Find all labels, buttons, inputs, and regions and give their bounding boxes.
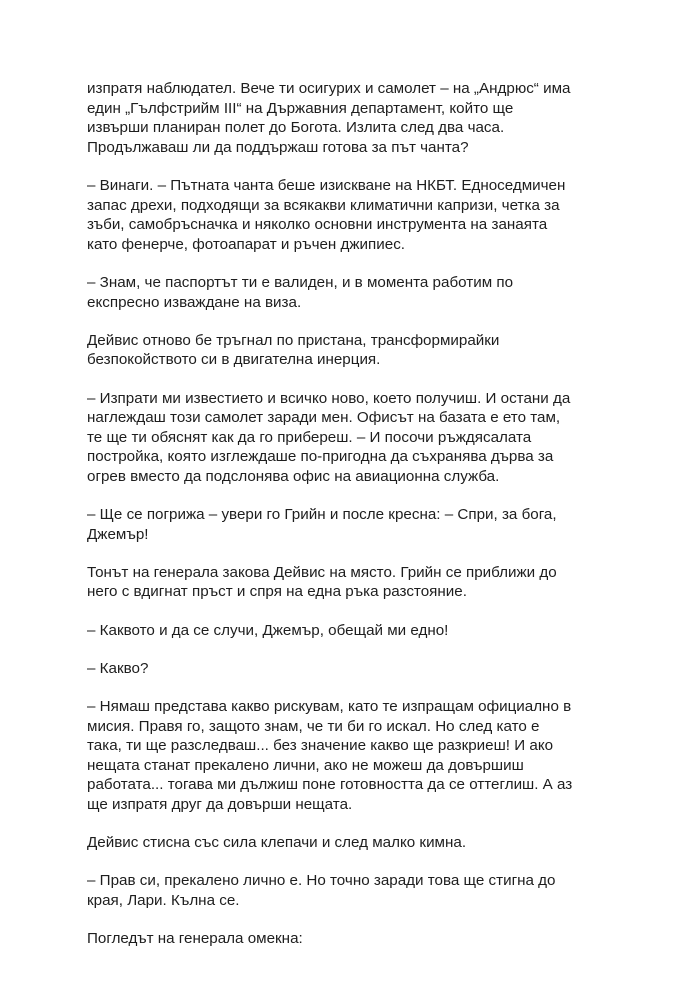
- text-line: работата... тогава ми дължиш поне готовността да се оттеглиш. А аз: [87, 776, 573, 794]
- paragraph: [87, 331, 627, 370]
- text-line: така, ти ще разследваш... без значение какво ще разкриеш! И ако: [87, 737, 554, 755]
- text-line: – Ще се погрижа – увери го Грийн и после кресна: – Спри, за бога,: [87, 506, 557, 524]
- text-line: – Винаги. – Пътната чанта беше изискване на НКБТ. Едноседмичен: [87, 176, 566, 194]
- paragraph: [87, 621, 627, 641]
- text-line: – Прав си, прекалено лично е. Но точно заради това ще стигна до: [87, 872, 556, 890]
- document-page: [87, 79, 627, 967]
- text-line: – Какво?: [87, 659, 149, 677]
- text-line: – Нямаш представа какво рискувам, като те изпращам официално в: [87, 698, 572, 715]
- text-line: извърши планиран полет до Богота. Излита след два часа.: [87, 119, 505, 137]
- text-line: Дейвис отново бе тръгнал по пристана, трансформирайки: [87, 331, 500, 349]
- paragraph: [87, 79, 627, 157]
- paragraph: [87, 505, 627, 544]
- text-line: – Изпрати ми известието и всичко ново, което получиш. И остани да: [87, 389, 571, 407]
- paragraph: [87, 563, 627, 602]
- paragraph: [87, 697, 627, 815]
- paragraph: [87, 659, 627, 679]
- text-line: изпратя наблюдател. Вече ти осигурих и самолет – на „Андрюс“ има: [87, 80, 571, 97]
- text-line: постройка, която изглеждаше по-пригодна да съхранява дърва за: [87, 448, 554, 466]
- text-line: зъби, самобръсначка и няколко основни инструмента на занаята: [87, 216, 548, 234]
- text-line: Погледът на генерала омекна:: [87, 930, 303, 948]
- paragraph: [87, 273, 627, 312]
- text-line: експресно изваждане на виза.: [87, 293, 302, 311]
- text-line: наглеждаш този самолет заради мен. Офисът на базата е ето там,: [87, 409, 561, 427]
- text-line: мисия. Правя го, защото знам, че ти би го искал. Но след като е: [87, 717, 540, 735]
- text-line: запас дрехи, подходящи за всякакви климатични капризи, четка за: [87, 196, 560, 214]
- paragraph: [87, 389, 627, 487]
- text-line: него с вдигнат пръст и спря на една ръка разстояние.: [87, 583, 467, 601]
- text-line: като фенерче, фотоапарат и ръчен джипиес.: [87, 235, 406, 253]
- text-line: огрев вместо да подслонява офис на авиационна служба.: [87, 467, 500, 485]
- paragraph: [87, 871, 627, 910]
- paragraph: [87, 833, 627, 853]
- text-line: Дейвис стисна със сила клепачи и след малко кимна.: [87, 834, 467, 852]
- text-line: безпокойството си в двигателна инерция.: [87, 351, 381, 369]
- text-line: нещата станат прекалено лични, ако не можеш да довършиш: [87, 756, 524, 774]
- text-line: Джемър!: [87, 525, 149, 543]
- text-line: – Знам, че паспортът ти е валиден, и в момента работим по: [87, 273, 514, 291]
- text-line: ще изпратя друг да довърши нещата.: [87, 795, 353, 813]
- text-line: един „Гълфстрийм III“ на Държавния департамент, който ще: [87, 99, 514, 117]
- paragraph: [87, 176, 627, 254]
- text-line: Продължаваш ли да поддържаш готова за път чанта?: [87, 138, 469, 156]
- text-line: Тонът на генерала закова Дейвис на място. Грийн се приближи до: [87, 563, 557, 581]
- text-line: – Каквото и да се случи, Джемър, обещай ми едно!: [87, 621, 449, 639]
- paragraph: [87, 929, 627, 949]
- text-line: те ще ти обяснят как да го прибереш. – И посочи ръждясалата: [87, 428, 532, 446]
- text-line: края, Лари. Кълна се.: [87, 891, 240, 909]
